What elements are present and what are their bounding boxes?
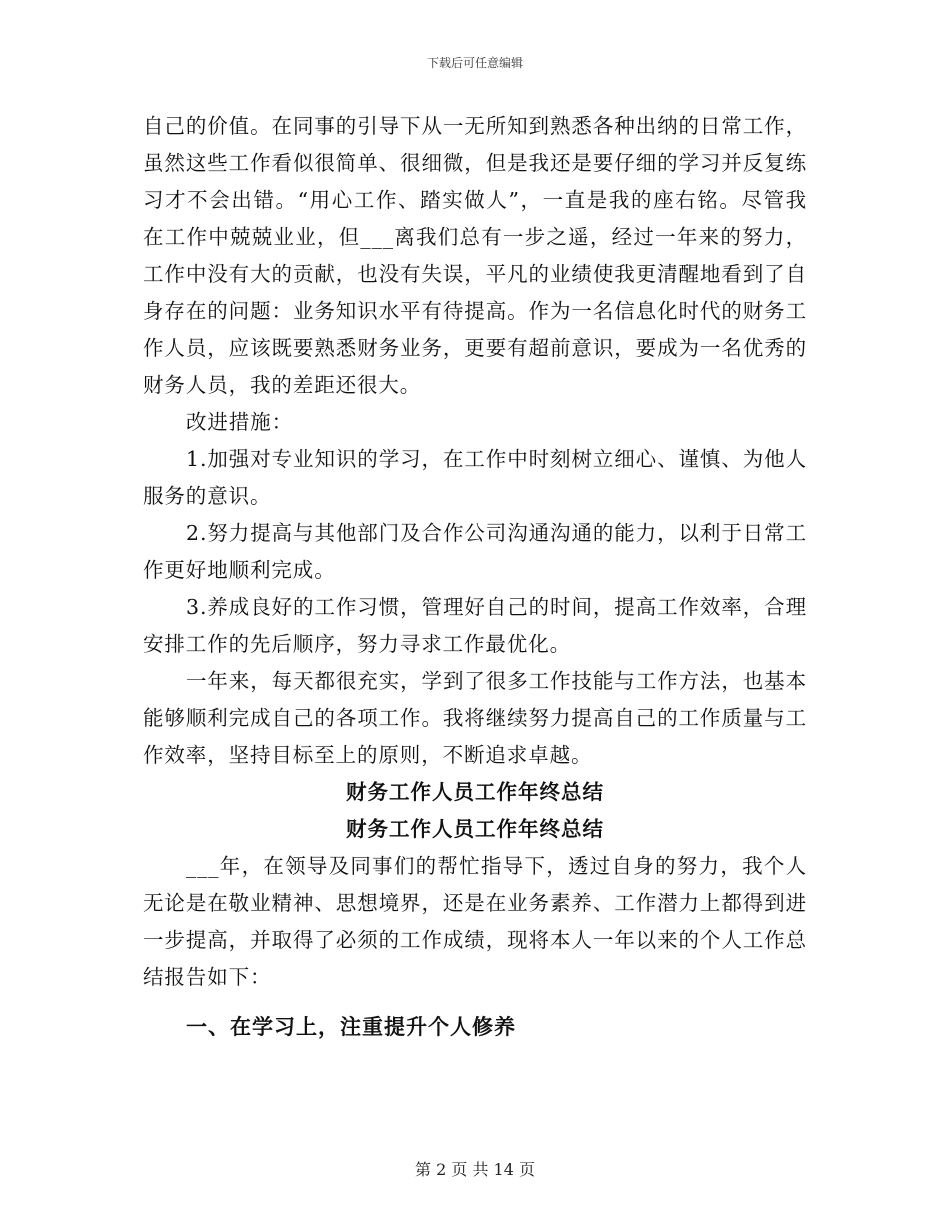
section-heading-study: 一、在学习上，注重提升个人修养 [186, 1014, 516, 1039]
paragraph-year-summary: 一年来，每天都很充实，学到了很多工作技能与工作方法，也基本能够顺利完成自己的各项工作。我将继续努力提高自己的工作质量与工作效率，坚持目标至上的原则，不断追求卓越。 [143, 669, 807, 767]
paragraph-intro: ___年，在领导及同事们的帮忙指导下，透过自身的努力，我个人无论是在敬业精神、思想境界，还是在业务素养、工作潜力上都得到进一步提高，并取得了必须的工作成绩，现将本人一年以来的个人工作总结报告如下： [143, 854, 807, 989]
improvement-item-3: 3.养成良好的工作习惯，管理好自己的时间，提高工作效率，合理安排工作的先后顺序，努力寻求工作最优化。 [143, 595, 807, 656]
improvement-heading: 改进措施： [186, 410, 293, 434]
page-number: 第 2 页 共 14 页 [415, 1160, 535, 1179]
page-header: 下载后可任意编辑 [426, 56, 523, 70]
document-subtitle: 财务工作人员工作年终总结 [346, 817, 604, 841]
paragraph-self-value: 自己的价值。在同事的引导下从一无所知到熟悉各种出纳的日常工作，虽然这些工作看似很简单、很细微，但是我还是要仔细的学习并反复练习才不会出错。“用心工作、踏实做人”，一直是我的座右铭。尽管我在工作中兢兢业业，但___离我们总有一步之遥，经过一年来的努力，工作中没有大的贡献，也没有失误，平凡的业绩使我更清醒地看到了自身存在的问题：业务知识水平有待提高。作为一名信息化时代的财务工作人员，应该既要熟悉财务业务，更要有超前意识，要成为一名优秀的财务人员，我的差距还很大。 [143, 114, 807, 397]
document-body [143, 108, 807, 1045]
improvement-item-1: 1.加强对专业知识的学习，在工作中时刻树立细心、谨慎、为他人服务的意识。 [143, 447, 807, 508]
document-title: 财务工作人员工作年终总结 [346, 780, 604, 804]
improvement-item-2: 2.努力提高与其他部门及合作公司沟通沟通的能力，以利于日常工作更好地顺利完成。 [143, 521, 807, 582]
